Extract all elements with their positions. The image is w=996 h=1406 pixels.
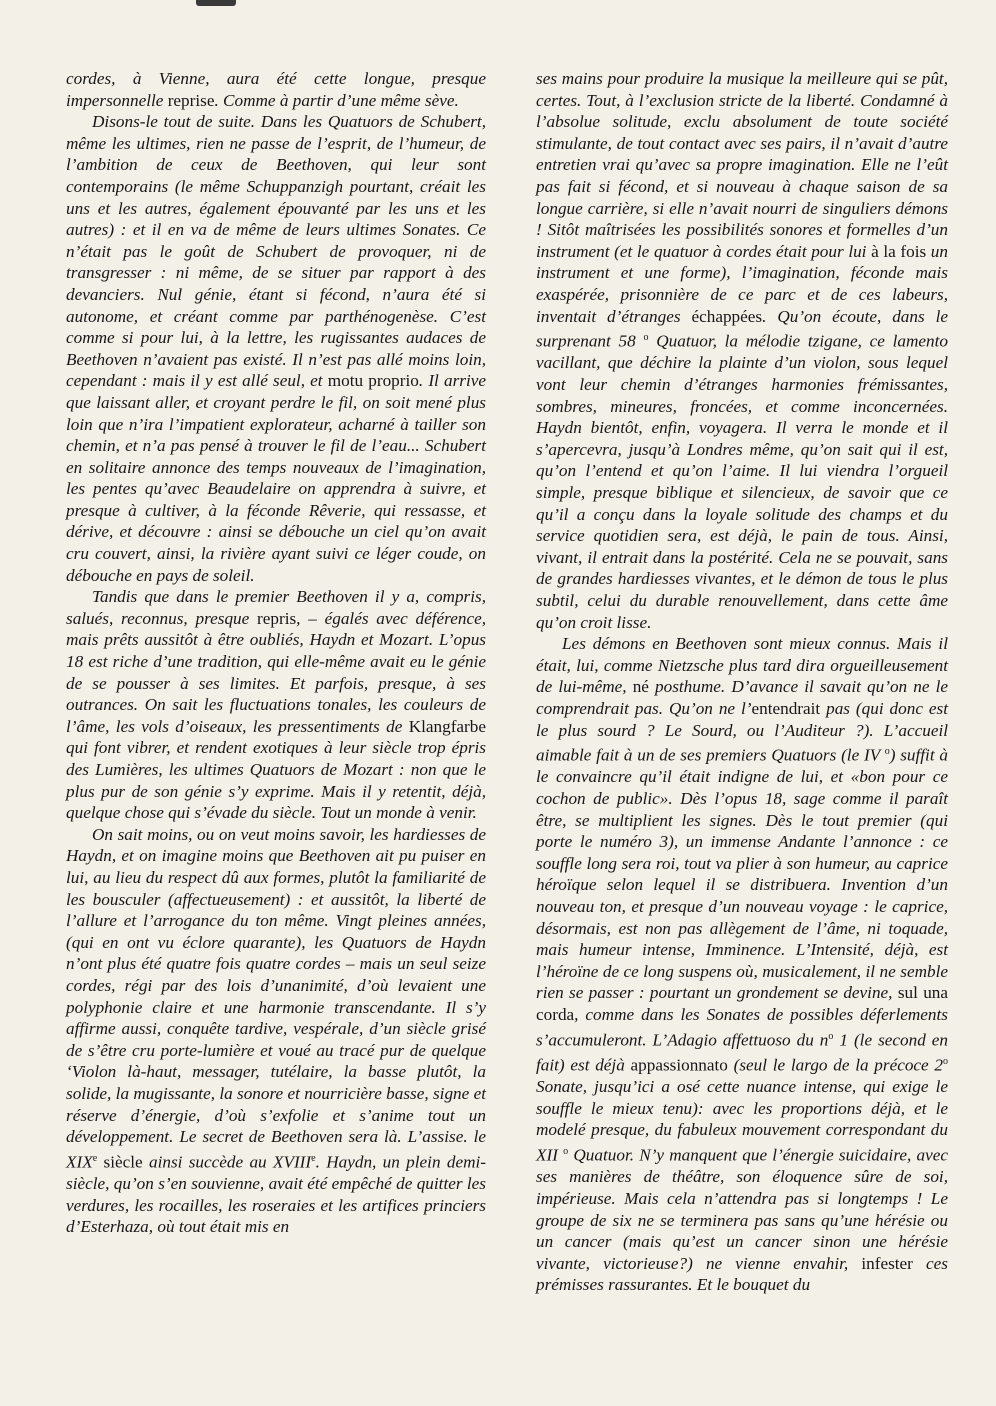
italic-text: posthume. D’avance il savait qu’on ne le comprendrait pas. Qu’on ne l’: [536, 677, 948, 718]
roman-text: échappées: [691, 306, 763, 326]
italic-text: . Il arrive que laissant aller, et croyant perdre le fil, on soit mené plus loin que n’ira l’impatient explorateur, acharné à tailler son chemin, et n’a pas pensé à trouver le fil de l’eau... Schubert en solitaire annonce des temps nouveaux de l’imagination, les pentes qu’avec Beaudelaire on apprendra à suivre, et presque à cultiver, à la féconde Rêverie, qui ressasse, et dérive, et découvre : ainsi se débouche un ciel qu’on avait cru couvert, ainsi, la rivière ayant suivi ce léger coude, on débouche en pays de soleil.: [66, 371, 486, 585]
roman-text: motu proprio: [327, 371, 419, 391]
body-paragraph: [66, 68, 486, 111]
italic-text: . Comme à partir d’une même sève.: [214, 90, 459, 110]
roman-text: repris: [257, 608, 297, 628]
italic-text: . Qu’on écoute, dans le surprenant 58: [536, 306, 948, 351]
italic-text: cordes, à Vienne, aura été cette longue, presque impersonnelle: [66, 69, 486, 110]
italic-text: . Haydn, un plein demi-siècle, qu’on s’en souvienne, avait été empêché de quitter les verdures, les rocailles, les roseraies et les artifices princiers d’Esterhaza, où tout était mis en: [66, 1152, 486, 1237]
italic-text: 1 (le second en fait) est déjà: [536, 1030, 948, 1075]
italic-text: Disons-le tout de suite. Dans les Quatuors de Schubert, même les ultimes, rien ne passe de l’esprit, de l’humeur, de l’ambition de ceux de Beethoven, qui leur sont contemporains (le même Schuppanzigh pourtant, créait les uns et les autres, également épouvanté par les uns et les autres) : et il en va de même de leurs ultimes Sonates. Ce n’était pas le goût de Schubert de provoquer, ni de transgresser : ni même, de se situer par rapport à des devanciers. Nul génie, étant si fécond, n’aura été si autonome, et créant comme par parthénogenèse. C’est comme si pour lui, à la lettre, les rugissantes audaces de Beethoven n’avaient pas existé. Il n’est pas allé moins loin, cependant : mais il y est allé seul, et: [66, 112, 486, 391]
italic-text: , comme dans les Sonates de possibles déferlements s’accumuleront. L’Adagio affettuoso du n: [536, 1005, 948, 1050]
superscript: o: [828, 1030, 834, 1042]
right-column: [536, 68, 948, 1296]
italic-text: ces prémisses rassurantes. Et le bouquet du: [536, 1253, 949, 1295]
roman-text: né: [632, 677, 649, 697]
body-paragraph: [66, 586, 486, 824]
italic-text: , – égalés avec déférence, mais prêts aussitôt à être oubliés, Haydn et Mozart. L’opus 18 est riche d’une tradition, qui elle-même avait eu le génie de se pousser à ses limites. Et parfois, presque, à ses outrances. On sait les fluctuations tonales, les couleurs de l’âme, les vols d’oiseaux, les pressentiments de: [66, 608, 486, 736]
roman-text: infester: [861, 1253, 913, 1273]
italic-text: Les démons en Beethoven sont mieux connus. Mais il était, lui, comme Nietzsche plus tard dira orgueilleusement de lui-même,: [536, 634, 948, 697]
italic-text: qui font vibrer, et rendent exotiques à leur siècle trop épris des Lumières, les ultimes Quatuors de Mozart : non que le plus pur de son génie s’y exprime. Mais il y retentit, déjà, quelque chose qui s’évade du siècle. Tout un monde à venir.: [66, 738, 486, 823]
roman-text: appassionnato: [630, 1055, 728, 1075]
italic-text: ) suffit à le convaincre qu’il était indigne de lui, et «bon pour ce cochon de public». Dès l’opus 18, sage comme il paraît être, se multiplient les signes. Dès le tout premier (qui porte le numéro 3), un immense Andante l’annonce : ce souffle long sera roi, tout va plier à son humeur, au caprice héroïque selon lequel il se distribuera. Invention d’un nouveau ton, et presque d’un nouveau voyage : le caprice, désormais, est non pas allègement de l’âme, ni toquade, mais humeur intense, Imminence. L’Intensité, déjà, est l’héroïne de ce long suspens où, musicalement, il ne semble rien se passer : pourtant un grondement se devine,: [536, 745, 948, 1003]
italic-text: un instrument et une forme), l’imagination, féconde mais exaspérée, prisonnière de ce parc et de ces labeurs, inventait d’étranges: [536, 241, 948, 326]
italic-text: (seul le largo de la précoce 2: [727, 1055, 943, 1075]
roman-text: sul una corda: [536, 983, 949, 1024]
superscript: o: [643, 332, 649, 344]
italic-text: Quatuor. N’y manquent que l’énergie suicidaire, avec ses manières de théâtre, son éloquence sûre de soi, impérieuse. Mais cela n’attendra pas si longtemps ! Le groupe de six ne se terminera pas sans qu’une hérésie ou un cancer (mais qu’est un cancer sinon une hérésie vivante, victorieuse?) ne vienne envahir,: [536, 1145, 948, 1273]
body-paragraph: [536, 68, 948, 633]
superscript: o: [943, 1055, 948, 1067]
superscript: o: [884, 746, 890, 758]
roman-text: à la fois: [871, 241, 927, 261]
roman-text: siècle: [103, 1152, 143, 1172]
left-column: [66, 68, 486, 1238]
italic-text: On sait moins, ou on veut moins savoir, les hardiesses de Haydn, et on imagine moins que Beethoven ait pu puiser en lui, au lieu du respect dû aux formes, plutôt la familiarité de les bousculer (affectueusement) : et aussitôt, la liberté de l’allure et l’arrogance du ton même. Vingt pleines années, (qui en ont vu éclore quarante), les Quatuors de Haydn n’ont plus été quatre fois quatre cordes – mais un seul seize cordes, régi par des lois d’unanimité, d’où levaient une polyphonie claire et une harmonie transcendante. Il s’y affirme aussi, conquête tardive, vespérale, d’un siècle grisé de s’être cru porte-lumière et voué au tracé pur de quelque ‘Violon là-haut, messager, tutélaire, la basse plutôt, la solide, la mugissante, la sonore et nourricière basse, signe et réserve d’énergie, d’où s’exfolie et s’anime tout un développement. Le secret de Beethoven sera là. L’assise. le XIX: [66, 824, 486, 1172]
italic-text: Sonate, jusqu’ici a osé cette nuance intense, qui exige le souffle le mieux tenu): avec les proportions déjà, et le modelé presque, du fabuleux mouvement correspondant du XII: [536, 1077, 948, 1165]
italic-text: Quatuor, la mélodie tzigane, ce lamento vacillant, que déchire la plainte d’un violon, sous lequel vont leur chemin d’étranges harmonies frémissantes, sombres, mineures, froncées, et comme inconcernées. Haydn bientôt, enfin, voyagera. Il verra le monde et il s’apercevra, jusqu’à Londres même, qu’on sait qui il est, qu’on l’entend et qu’on l’aime. Il lui viendra l’orgueil simple, presque biblique et silencieux, de savoir que ce qu’il a conçu dans la loyale solitude des champs et du service quotidien sera, est déjà, le pain de tous. Ainsi, vivant, il entrait dans la postérité. Cela ne se pouvait, sans de grandes hardiesses vivantes, et le démon de tous le plus subtil, celui du durable renouvellement, dans cette âme qu’on croit lisse.: [536, 331, 948, 632]
superscript: o: [563, 1146, 569, 1158]
italic-text: ses mains pour produire la musique la meilleure qui se pût, certes. Tout, à l’exclusion stricte de la liberté. Condamné à l’absolue solitude, exclu absolument de toute société stimulante, de tout contact avec ses pairs, il n’avait d’autre entretien vrai qu’avec sa propre imagination. Elle ne l’eût pas fait si fécond, et si nouveau à chaque saison de sa longue carrière, si elle n’avait nourri de singuliers démons ! Sitôt maîtrisées les possibilités sonores et formelles d’un instrument (et le quatuor à cordes était pour lui: [536, 69, 948, 261]
roman-text: entendrait: [751, 698, 821, 718]
italic-text: Tandis que dans le premier Beethoven il y a, compris, salués, reconnus, presque: [66, 587, 486, 628]
roman-text: reprise: [167, 90, 215, 110]
italic-text: pas (qui donc est le plus sourd ? Le Sourd, ou l’Auditeur ?). L’accueil aimable fait à un de ses premiers Quatuors (le IV: [536, 698, 948, 765]
roman-text: Klangfarbe: [408, 716, 486, 736]
body-paragraph: [66, 111, 486, 586]
superscript: e: [311, 1152, 316, 1164]
page-top-mark: [196, 0, 236, 6]
body-paragraph: [66, 824, 486, 1238]
superscript: e: [92, 1152, 98, 1164]
italic-text: ainsi succède au XVIII: [142, 1152, 312, 1172]
body-paragraph: [536, 633, 948, 1296]
